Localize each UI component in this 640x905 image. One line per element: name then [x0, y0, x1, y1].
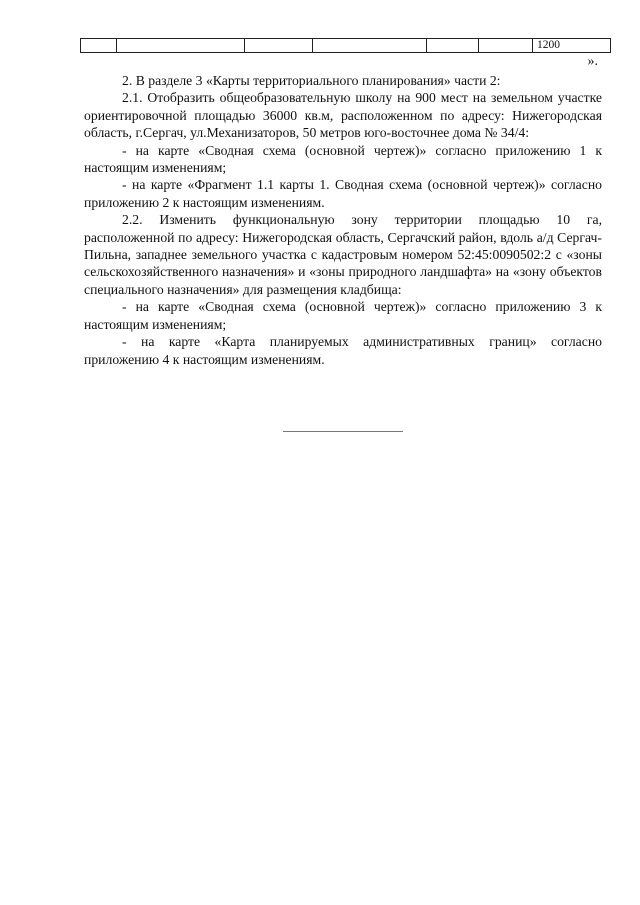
closing-quote-mark: ». [587, 54, 598, 69]
table-cell-value: 1200 [533, 39, 611, 53]
paragraph-item-2-1: 2.1. Отобразить общеобразовательную школу на 900 мест на земельном участке ориентировочной площадью 36000 кв.м, расположенном по адресу: Нижегородская область, г.Сергач, ул.Механизаторов, 50 метров юго-восточнее дома № 34/4: [84, 90, 602, 141]
paragraph-item-2-2: 2.2. Изменить функциональную зону территории площадью 10 га, расположенной по адресу: Нижегородская область, Сергачский район, вдоль а/д Сергач-Пильна, западнее земельного участка с кадастровым номером 52:45:0090502:2 с «зоны сельскохозяйственного назначения» и «зоны природного ландшафта» на «зону объектов специального назначения» для размещения кладбища: [84, 212, 602, 297]
table-cell [479, 39, 533, 53]
table-cell [313, 39, 427, 53]
paragraph-section-heading: 2. В разделе 3 «Карты территориального планирования» части 2: [122, 73, 501, 88]
paragraph-map-appendix-3: - на карте «Сводная схема (основной чертеж)» согласно приложению 3 к настоящим изменениям; [84, 299, 602, 332]
end-rule-divider [283, 431, 403, 432]
paragraph-map-appendix-2: - на карте «Фрагмент 1.1 карты 1. Сводная схема (основной чертеж)» согласно приложению 2 к настоящим изменениям. [84, 177, 602, 210]
table-cell [81, 39, 117, 53]
body-text [84, 72, 602, 368]
table-cell [427, 39, 479, 53]
table-cell [245, 39, 313, 53]
table-cell [117, 39, 245, 53]
paragraph-map-appendix-4: - на карте «Карта планируемых административных границ» согласно приложению 4 к настоящим изменениям. [84, 334, 602, 367]
paragraph-map-appendix-1: - на карте «Сводная схема (основной чертеж)» согласно приложению 1 к настоящим изменениям; [84, 142, 602, 176]
table-row [81, 39, 611, 53]
table-fragment [80, 38, 611, 53]
